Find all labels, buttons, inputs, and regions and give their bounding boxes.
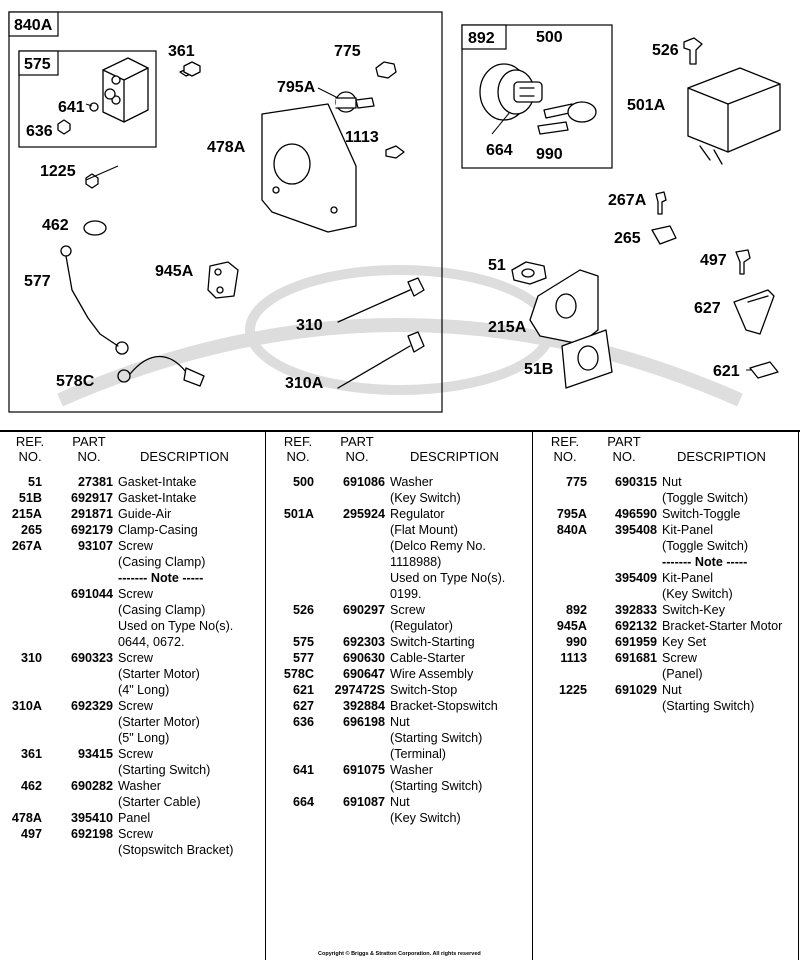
part-description: Screw <box>118 827 153 841</box>
air-guide-drawing <box>530 270 598 344</box>
callout-51b: 51B <box>524 361 554 378</box>
key-set-drawing <box>538 102 596 134</box>
table-row <box>533 586 798 602</box>
table-row <box>0 810 265 826</box>
table-row <box>533 682 798 698</box>
table-row <box>0 586 265 602</box>
part-description: Wire Assembly <box>390 667 474 681</box>
callout-310a: 310A <box>285 375 324 392</box>
ref-number: 578C <box>283 667 314 681</box>
ref-number: 1113 <box>560 651 587 665</box>
callout-627: 627 <box>694 300 721 317</box>
part-number: 692198 <box>70 827 113 841</box>
callout-501a: 501A <box>627 97 666 114</box>
callout-51: 51 <box>488 257 506 274</box>
table-row <box>533 538 798 554</box>
header-description: DESCRIPTION <box>677 449 766 464</box>
screw-310a-drawing <box>338 332 424 388</box>
nut-636-drawing <box>58 120 70 134</box>
header-ref-no: REF. NO. <box>15 434 45 464</box>
part-number: 690282 <box>70 779 113 793</box>
callout-215a: 215A <box>488 319 527 336</box>
part-description: (Key Switch) <box>390 811 461 825</box>
table-row <box>0 650 265 666</box>
table-row <box>0 554 265 570</box>
table-row <box>266 794 532 810</box>
table-row <box>0 682 265 698</box>
part-description: Clamp-Casing <box>118 523 198 537</box>
part-number: 692303 <box>342 635 385 649</box>
ref-number: 664 <box>292 795 314 809</box>
table-row <box>533 522 798 538</box>
part-description: Regulator <box>390 507 445 521</box>
screw-1113-drawing <box>386 146 404 158</box>
part-description: (Toggle Switch) <box>662 491 749 505</box>
callout-478a: 478A <box>207 139 246 156</box>
part-description: Screw <box>118 699 153 713</box>
ref-number: 795A <box>556 507 587 521</box>
part-description: Kit-Panel <box>662 571 714 585</box>
part-description: (Casing Clamp) <box>118 555 206 569</box>
table-row <box>533 634 798 650</box>
part-description: Switch-Toggle <box>662 507 741 521</box>
callout-775: 775 <box>334 43 361 60</box>
header-description: DESCRIPTION <box>140 449 229 464</box>
header-description: DESCRIPTION <box>410 449 499 464</box>
callout-526: 526 <box>652 42 679 59</box>
part-number: 27381 <box>77 475 113 489</box>
table-row <box>0 714 265 730</box>
table-row <box>266 666 532 682</box>
part-number: 691086 <box>342 475 385 489</box>
part-description: (5" Long) <box>118 731 170 745</box>
ref-number: 500 <box>292 475 314 489</box>
part-description: Screw <box>118 539 153 553</box>
callout-265: 265 <box>614 230 641 247</box>
table-row <box>0 826 265 842</box>
table-row <box>533 666 798 682</box>
ref-number: 526 <box>292 603 314 617</box>
part-description: Cable-Starter <box>390 651 465 665</box>
part-number: 690323 <box>70 651 113 665</box>
ref-number: 1225 <box>558 683 587 697</box>
part-description: Screw <box>118 587 153 601</box>
part-description: (Delco Remy No. <box>390 539 486 553</box>
part-number: 691087 <box>342 795 385 809</box>
part-description: (Terminal) <box>390 747 446 761</box>
table-row <box>266 554 532 570</box>
part-number: 692329 <box>70 699 113 713</box>
callout-1225: 1225 <box>40 163 76 180</box>
part-description: Gasket-Intake <box>118 491 197 505</box>
toggle-switch-drawing <box>336 92 374 112</box>
part-description: Screw <box>118 747 153 761</box>
part-number: 692132 <box>614 619 657 633</box>
ref-number: 641 <box>292 763 314 777</box>
part-description: (Key Switch) <box>662 587 733 601</box>
part-description: (Starting Switch) <box>390 731 483 745</box>
ref-number: 840A <box>556 523 587 537</box>
table-row <box>0 778 265 794</box>
table-row <box>0 506 265 522</box>
screw-497-drawing <box>736 250 750 274</box>
part-description: (Starter Cable) <box>118 795 201 809</box>
table-row <box>0 570 265 586</box>
part-number: 395409 <box>614 571 657 585</box>
part-description: Bracket-Starter Motor <box>662 619 783 633</box>
nut-775-drawing <box>376 62 396 78</box>
part-description: 0644, 0672. <box>118 635 185 649</box>
ref-number: 636 <box>292 715 314 729</box>
table-row <box>0 666 265 682</box>
table-row <box>266 730 532 746</box>
part-description: Kit-Panel <box>662 523 714 537</box>
table-row <box>0 522 265 538</box>
table-row <box>266 682 532 698</box>
exploded-parts-diagram <box>0 0 800 430</box>
ref-number: 892 <box>565 603 587 617</box>
screw-267a-drawing <box>656 192 666 214</box>
ref-number: 577 <box>292 651 314 665</box>
ref-number: 267A <box>11 539 42 553</box>
table-row <box>0 698 265 714</box>
table-row <box>266 522 532 538</box>
header-ref-no: REF. NO. <box>550 434 580 464</box>
screw-526-drawing <box>684 38 702 64</box>
part-description: Washer <box>390 763 433 777</box>
ref-number: 361 <box>20 747 42 761</box>
ref-number: 627 <box>292 699 314 713</box>
parts-column-3 <box>533 430 798 960</box>
part-number: 690647 <box>342 667 385 681</box>
table-row <box>0 538 265 554</box>
part-number: 692917 <box>70 491 113 505</box>
table-row <box>0 634 265 650</box>
kit-892-label: 892 <box>468 30 495 47</box>
part-description: 0199. <box>390 587 422 601</box>
part-description: Switch-Key <box>662 603 725 617</box>
part-description: Used on Type No(s). <box>118 619 234 633</box>
part-number: 696198 <box>342 715 385 729</box>
part-description: Key Set <box>662 635 707 649</box>
part-description: (Toggle Switch) <box>662 539 749 553</box>
ref-number: 51 <box>27 475 42 489</box>
part-number: 691075 <box>342 763 385 777</box>
washer-641-drawing <box>90 103 98 111</box>
table-row <box>266 538 532 554</box>
table-row <box>266 506 532 522</box>
table-row <box>533 698 798 714</box>
table-row <box>266 746 532 762</box>
table-row <box>0 762 265 778</box>
clamp-265-drawing <box>652 226 676 244</box>
ref-number: 462 <box>20 779 42 793</box>
table-row <box>533 490 798 506</box>
callout-795a: 795A <box>277 79 316 96</box>
part-description: (Flat Mount) <box>390 523 458 537</box>
table-row <box>0 794 265 810</box>
part-description: ------- Note ----- <box>662 555 748 569</box>
part-description: (Starting Switch) <box>390 779 483 793</box>
gasket-51-drawing <box>512 262 546 284</box>
callout-500: 500 <box>536 29 563 46</box>
header-part-no: PART NO. <box>607 434 641 464</box>
part-description: Panel <box>118 811 151 825</box>
table-row <box>266 602 532 618</box>
stop-switch-drawing <box>750 362 778 378</box>
part-description: (Starter Motor) <box>118 667 200 681</box>
parts-list-table <box>0 430 800 960</box>
ref-number: 990 <box>565 635 587 649</box>
part-description: (4" Long) <box>118 683 170 697</box>
table-row <box>533 618 798 634</box>
parts-column-2 <box>266 430 532 960</box>
table-row <box>266 762 532 778</box>
ref-number: 310 <box>20 651 42 665</box>
table-row <box>266 474 532 490</box>
part-number: 690297 <box>342 603 385 617</box>
part-number: 690315 <box>614 475 657 489</box>
part-number: 691959 <box>614 635 657 649</box>
kit-575-label: 575 <box>24 56 51 73</box>
panel-478a-drawing <box>262 104 356 232</box>
table-row <box>266 778 532 794</box>
table-row <box>0 618 265 634</box>
callout-990: 990 <box>536 146 563 163</box>
part-description: ------- Note ----- <box>118 571 204 585</box>
part-description: (Key Switch) <box>390 491 461 505</box>
table-row <box>266 618 532 634</box>
callout-577: 577 <box>24 273 51 290</box>
table-row <box>0 730 265 746</box>
ref-number: 215A <box>11 507 42 521</box>
starter-cable-drawing <box>61 246 128 354</box>
part-number: 392884 <box>342 699 385 713</box>
part-description: Nut <box>662 683 682 697</box>
table-row <box>533 554 798 570</box>
screw-361-drawing <box>180 62 200 76</box>
part-description: Nut <box>390 715 410 729</box>
part-description: Bracket-Stopswitch <box>390 699 498 713</box>
part-number: 93107 <box>77 539 113 553</box>
starting-switch-drawing <box>103 58 148 122</box>
part-description: Switch-Starting <box>390 635 475 649</box>
part-number: 297472S <box>334 683 385 697</box>
part-description: (Starter Motor) <box>118 715 200 729</box>
table-row <box>0 746 265 762</box>
key-switch-drawing <box>480 64 542 120</box>
table-row <box>266 810 532 826</box>
header-ref-no: REF. NO. <box>283 434 313 464</box>
parts-column-1 <box>0 430 265 960</box>
table-row <box>266 698 532 714</box>
part-description: (Starting Switch) <box>118 763 211 777</box>
callout-636: 636 <box>26 123 53 140</box>
part-description: Nut <box>662 475 682 489</box>
washer-462-drawing <box>84 221 106 235</box>
part-number: 692179 <box>70 523 113 537</box>
part-number: 295924 <box>342 507 385 521</box>
header-part-no: PART NO. <box>72 434 106 464</box>
table-row <box>266 490 532 506</box>
part-description: (Starting Switch) <box>662 699 755 713</box>
callout-497: 497 <box>700 252 727 269</box>
part-description: Guide-Air <box>118 507 172 521</box>
header-part-no: PART NO. <box>340 434 374 464</box>
ref-number: 575 <box>292 635 314 649</box>
kit-840a-label: 840A <box>14 17 53 34</box>
table-row <box>533 570 798 586</box>
bracket-627-drawing <box>734 290 774 334</box>
table-row <box>266 714 532 730</box>
part-number: 395410 <box>70 811 113 825</box>
ref-number: 945A <box>556 619 587 633</box>
part-description: 1118988) <box>390 555 442 569</box>
table-row <box>0 490 265 506</box>
part-description: (Panel) <box>662 667 703 681</box>
table-row <box>533 650 798 666</box>
callout-310: 310 <box>296 317 323 334</box>
table-row <box>266 586 532 602</box>
part-number: 395408 <box>614 523 657 537</box>
callout-578c: 578C <box>56 373 95 390</box>
ref-number: 51B <box>18 491 42 505</box>
regulator-drawing <box>688 68 780 164</box>
part-description: (Stopswitch Bracket) <box>118 843 234 857</box>
ref-number: 310A <box>11 699 42 713</box>
part-number: 691681 <box>614 651 657 665</box>
ref-number: 621 <box>292 683 314 697</box>
part-description: Washer <box>118 779 161 793</box>
part-description: (Regulator) <box>390 619 453 633</box>
callout-621: 621 <box>713 363 740 380</box>
part-description: Nut <box>390 795 410 809</box>
bracket-945a-drawing <box>208 262 238 298</box>
ref-number: 265 <box>20 523 42 537</box>
table-row <box>0 602 265 618</box>
part-number: 392833 <box>614 603 657 617</box>
table-row <box>266 634 532 650</box>
ref-number: 501A <box>283 507 314 521</box>
table-row <box>266 650 532 666</box>
callout-267a: 267A <box>608 192 647 209</box>
screw-310-drawing <box>338 278 424 322</box>
part-description: Washer <box>390 475 433 489</box>
part-number: 690630 <box>342 651 385 665</box>
copyright-notice: Copyright © Briggs & Stratton Corporation. All rights reserved <box>318 951 481 957</box>
callout-641: 641 <box>58 99 85 116</box>
table-row <box>533 506 798 522</box>
part-description: Screw <box>118 651 153 665</box>
table-row <box>266 570 532 586</box>
table-row <box>533 474 798 490</box>
callout-945a: 945A <box>155 263 194 280</box>
callout-664: 664 <box>486 142 513 159</box>
table-row <box>533 602 798 618</box>
part-number: 691044 <box>70 587 113 601</box>
part-number: 496590 <box>614 507 657 521</box>
callout-1113: 1113 <box>345 129 379 146</box>
ref-number: 497 <box>20 827 42 841</box>
callout-462: 462 <box>42 217 69 234</box>
table-row <box>0 474 265 490</box>
nut-1225-drawing <box>86 174 98 188</box>
ref-number: 775 <box>565 475 587 489</box>
part-description: Screw <box>390 603 425 617</box>
part-description: Screw <box>662 651 697 665</box>
part-description: Used on Type No(s). <box>390 571 506 585</box>
part-description: (Casing Clamp) <box>118 603 206 617</box>
ref-number: 478A <box>11 811 42 825</box>
part-number: 691029 <box>614 683 657 697</box>
part-number: 291871 <box>70 507 113 521</box>
part-number: 93415 <box>77 747 113 761</box>
part-description: Switch-Stop <box>390 683 458 697</box>
part-description: Gasket-Intake <box>118 475 197 489</box>
callout-361: 361 <box>168 43 195 60</box>
table-row <box>0 842 265 858</box>
